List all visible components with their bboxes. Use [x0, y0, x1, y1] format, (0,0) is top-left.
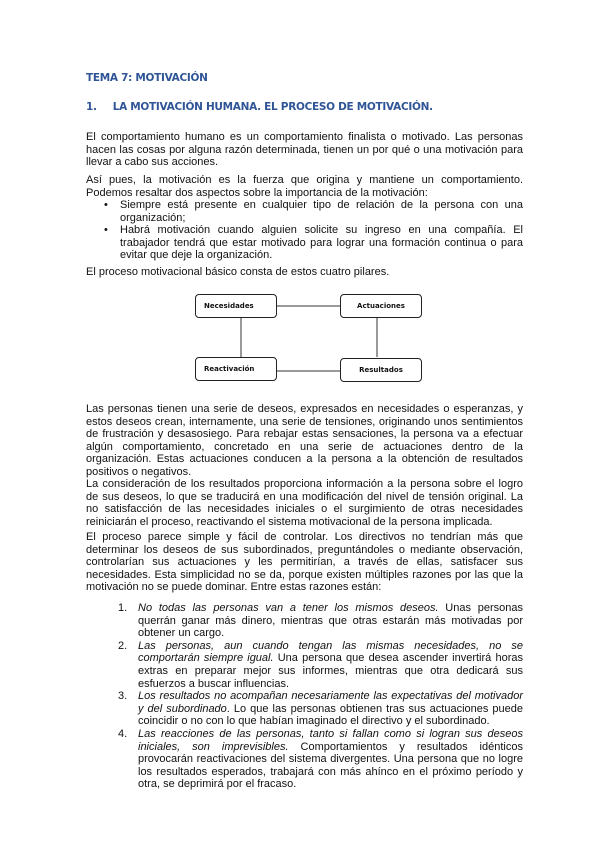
node-necesidades: Necesidades: [195, 294, 277, 318]
bullet-icon: •: [104, 224, 108, 237]
node-actuaciones: Actuaciones: [340, 294, 422, 318]
node-reactivacion: Reactivación: [195, 357, 277, 381]
bullet-icon: •: [104, 199, 108, 211]
section-title: LA MOTIVACIÓN HUMANA. EL PROCESO DE MOTIVACIÓN.: [112, 101, 433, 113]
list-item: 1. No todas las personas van a tener los mismos deseos. Unas personas querrán ganar más dinero, mientras que otras estarán más motivadas por obtener un cargo.: [118, 602, 523, 640]
paragraph: La consideración de los resultados proporciona información a la persona sobre el logro de sus deseos, lo que se traducirá en una modificación del nivel de tensión original. La no satisfacción de las necesidades iniciales o el surgimiento de otras necesidades reiniciarán el proceso, reactivando el sistema motivacional de la persona implicada.: [86, 478, 523, 528]
list-item-text: Habrá motivación cuando alguien solicite su ingreso en una compañía. El trabajador tendrá que estar motivado para lograr una formación continua o para evitar que deje la organización.: [120, 224, 523, 262]
paragraph: Así pues, la motivación es la fuerza que origina y mantiene un comportamiento. Podemos resaltar dos aspectos sobre la importancia de la motivación:: [86, 174, 523, 199]
list-item-text: Siempre está presente en cualquier tipo de relación de la persona con una organización;: [120, 199, 523, 224]
reasons-list: [118, 602, 523, 791]
paragraph: El comportamiento humano es un comportamiento finalista o motivado. Las personas hacen las cosas por alguna razón determinada, tienen un por qué o una motivación para llevar a cabo sus acciones.: [86, 131, 523, 169]
list-item: 3. Los resultados no acompañan necesariamente las expectativas del motivador y del subordinado. Lo que las personas obtienen tras sus actuaciones puede coincidir o no con lo que habían imaginado el directivo y el subordinado.: [118, 690, 523, 728]
section-number: 1.: [86, 101, 97, 113]
list-item: 2. Las personas, aun cuando tengan las mismas necesidades, no se comportarán siempre igual. Una persona que desea ascender invertirá horas extras en preparar mejor sus informes, mientras que otra dedicará sus esfuerzos a buscar influencias.: [118, 639, 523, 690]
paragraph: El proceso parece simple y fácil de controlar. Los directivos no tendrían más que determinar los deseos de sus subordinados, preguntándoles o mediante observación, controlarían sus actuaciones y les permitirían, a través de ellas, satisfacer sus necesidades. Esta simplicidad no se da, porque existen múltiples razones por las que la motivación no se puede dominar. Entre estas razones están:: [86, 531, 523, 594]
list-item: 4. Las reacciones de las personas, tanto si fallan como si logran sus deseos iniciales, son imprevisibles. Comportamientos y resultados idénticos provocarán reactivaciones del sistema divergentes. Una persona que no logre los resultados esperados, trabajará con más ahínco en el próximo período y otra, se deprimirá por el fracaso.: [118, 727, 523, 791]
page-title: TEMA 7: MOTIVACIÓN: [86, 72, 208, 84]
node-resultados: Resultados: [340, 358, 422, 382]
paragraph: Las personas tienen una serie de deseos, expresados en necesidades o esperanzas, y estos deseos crean, internamente, una serie de tensiones, originando unos sentimientos de frustración y desasosiego. Para rebajar estas sensaciones, la persona va a efectuar algún comportamiento, concretado en una serie de actuaciones dentro de la organización. Estas actuaciones conducen a la persona a la obtención de resultados positivos o negativos.: [86, 403, 523, 478]
paragraph: El proceso motivacional básico consta de estos cuatro pilares.: [86, 266, 390, 278]
